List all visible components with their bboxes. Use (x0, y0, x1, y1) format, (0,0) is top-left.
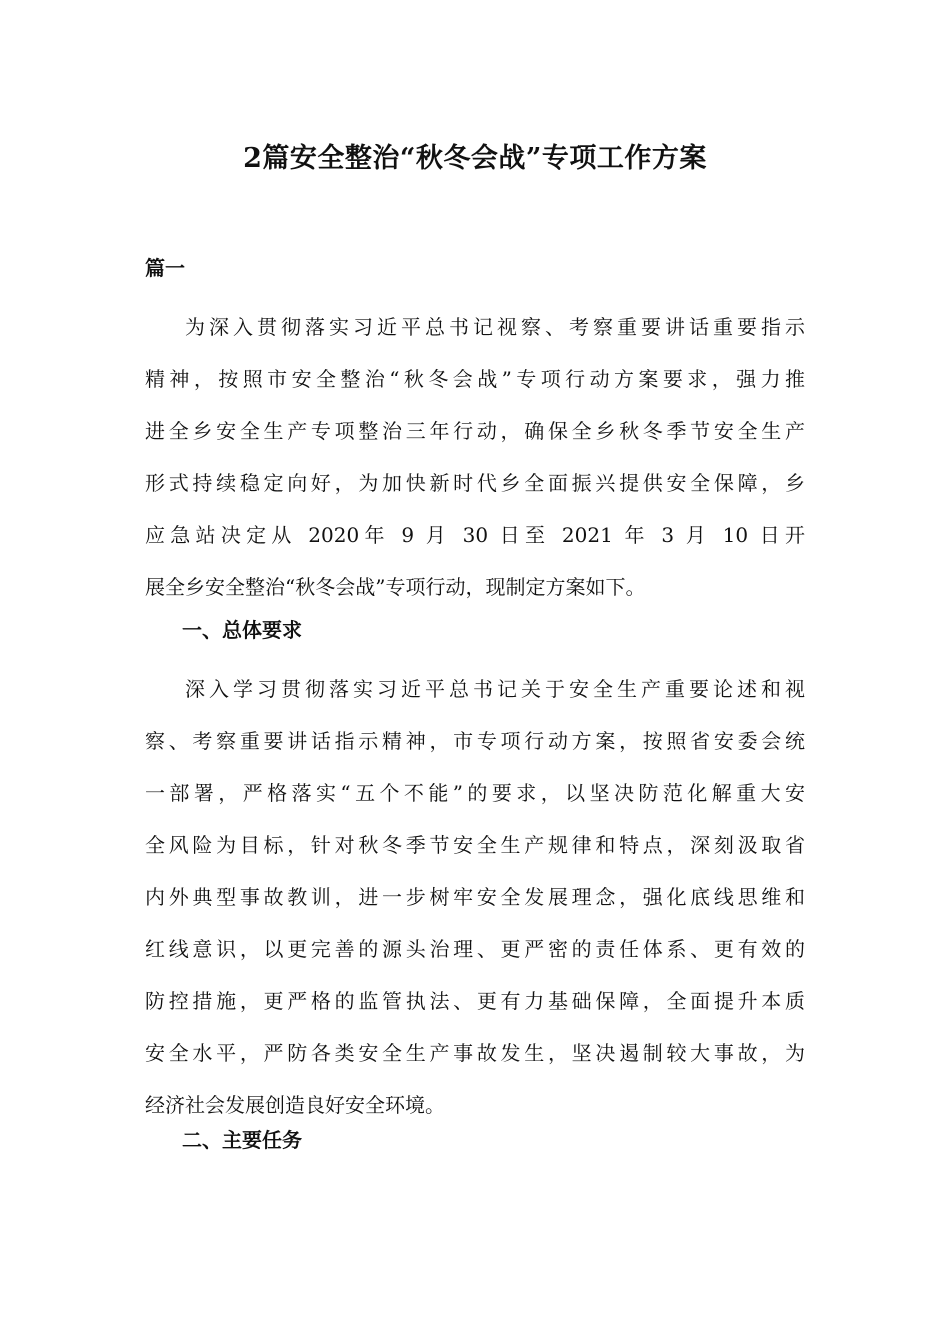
section1-paragraph (145, 663, 805, 1131)
paragraph-line: 为深入贯彻落实习近平总书记视察、考察重要讲话重要指示 (185, 315, 805, 339)
paragraph-line: 红线意识，以更完善的源头治理、更严密的责任体系、更有效的 (145, 937, 805, 961)
paragraph-line: 精神，按照市安全整治“秋冬会战”专项行动方案要求，强力推 (145, 367, 805, 391)
paragraph-line: 形式持续稳定向好，为加快新时代乡全面振兴提供安全保障，乡 (145, 471, 805, 495)
paragraph-line: 全风险为目标，针对秋冬季节安全生产规律和特点，深刻汲取省 (145, 833, 805, 857)
section-heading: 二、主要任务 (182, 1128, 302, 1152)
paragraph-line: 进全乡安全生产专项整治三年行动，确保全乡秋冬季节安全生产 (145, 419, 805, 443)
paragraph-line: 经济社会发展创造良好安全环境。 (145, 1093, 445, 1117)
document-title: 2篇安全整治“秋冬会战”专项工作方案 (243, 143, 707, 174)
paragraph-line: 展全乡安全整治“秋冬会战”专项行动，现制定方案如下。 (145, 575, 646, 599)
part-label: 篇一 (145, 256, 185, 280)
paragraph-line: 防控措施，更严格的监管执法、更有力基础保障，全面提升本质 (145, 989, 805, 1013)
paragraph-line: 内外典型事故教训，进一步树牢安全发展理念，强化底线思维和 (145, 885, 805, 909)
paragraph-line: 安全水平，严防各类安全生产事故发生，坚决遏制较大事故，为 (145, 1041, 805, 1065)
intro-paragraph (145, 301, 805, 613)
paragraph-line: 应急站决定从 2020年 9 月 30 日至 2021 年 3 月 10 日开 (145, 523, 805, 547)
paragraph-line: 察、考察重要讲话指示精神，市专项行动方案，按照省安委会统 (145, 729, 805, 753)
section-heading: 一、总体要求 (182, 618, 302, 642)
paragraph-line: 深入学习贯彻落实习近平总书记关于安全生产重要论述和视 (185, 677, 805, 701)
paragraph-line: 一部署，严格落实“五个不能”的要求，以坚决防范化解重大安 (145, 781, 805, 805)
